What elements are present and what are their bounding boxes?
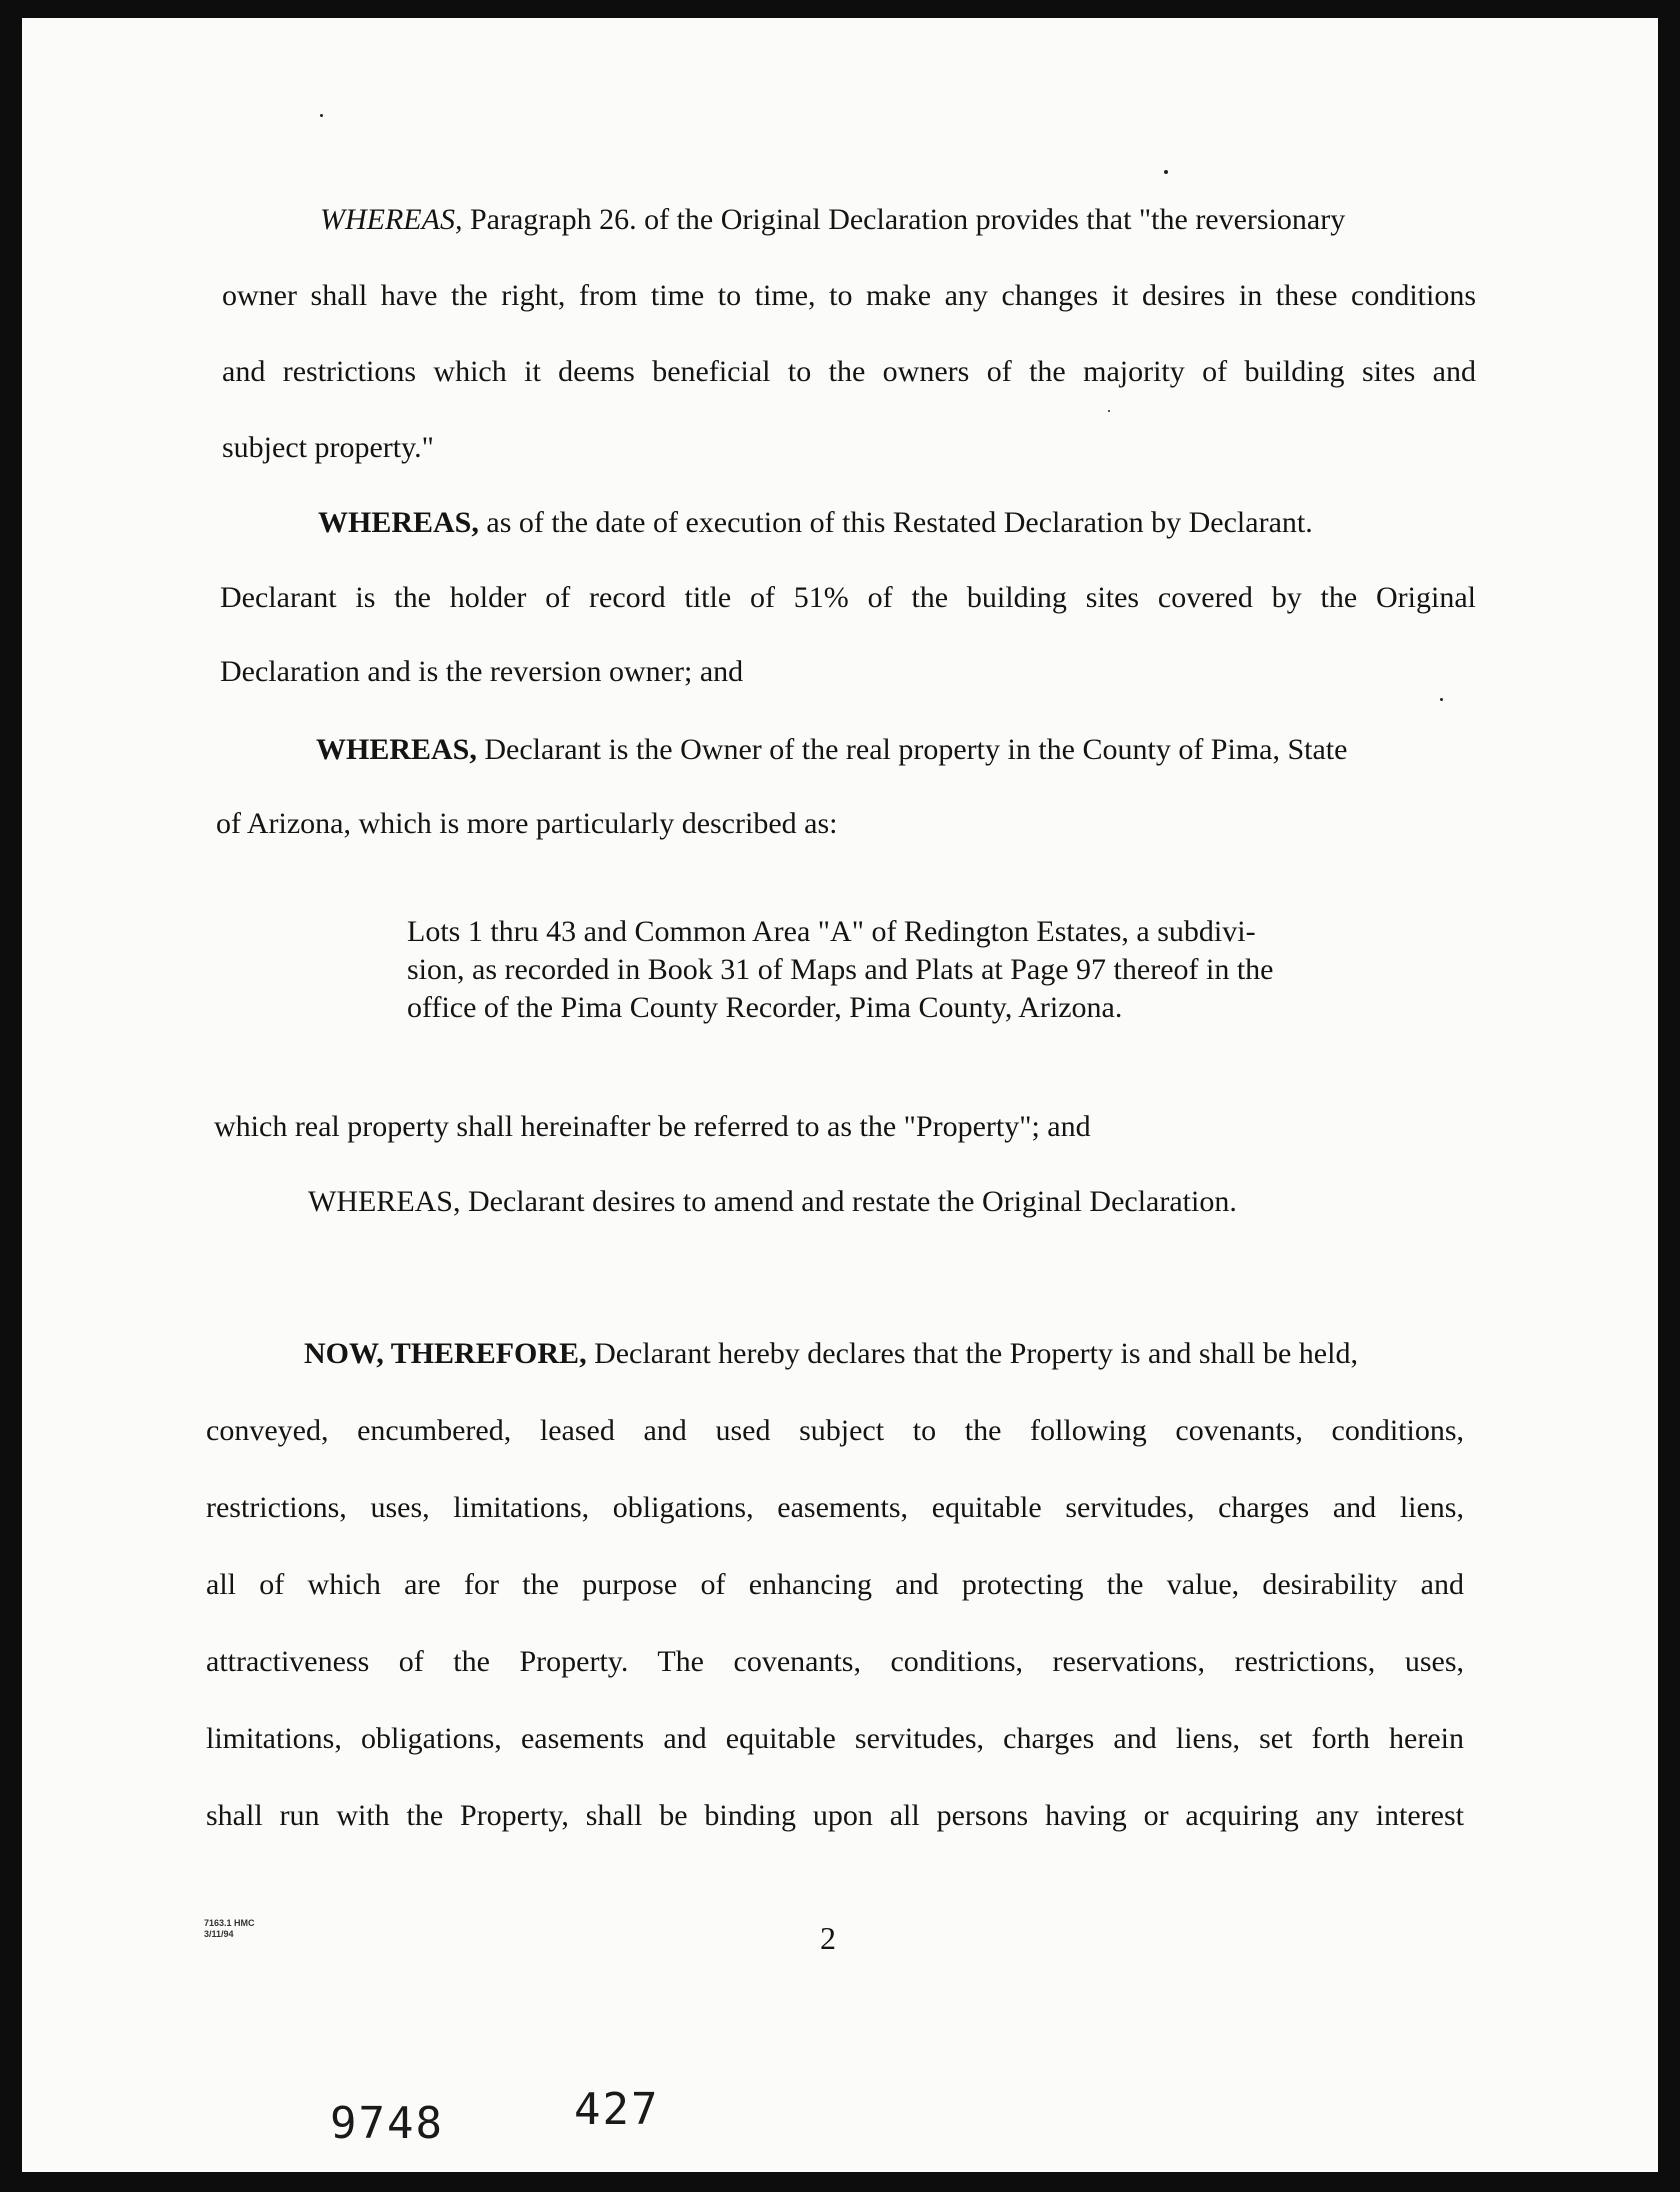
page-number-stamp: 427 <box>574 2084 660 2135</box>
paragraph-4-line-1-text: Declarant desires to amend and restate the Original Declaration. <box>468 1185 1237 1218</box>
paragraph-5-line-5: attractiveness of the Property. The covenants, conditions, reservations, restrictions, uses, <box>206 1645 1464 1678</box>
scan-speck <box>1108 410 1110 412</box>
paragraph-5-lead: NOW, THEREFORE, <box>304 1337 587 1370</box>
page-number: 2 <box>820 1920 836 1956</box>
paragraph-5-line-6: limitations, obligations, easements and equitable servitudes, charges and liens, set forth herein <box>206 1722 1464 1755</box>
paragraph-2-line-1-text: as of the date of execution of this Restated Declaration by Declarant. <box>486 506 1313 539</box>
docket-number-stamp: 9748 <box>330 2098 444 2149</box>
paragraph-5-line-3: restrictions, uses, limitations, obligations, easements, equitable servitudes, charges and liens, <box>206 1491 1464 1524</box>
legal-description <box>407 913 1379 1027</box>
paragraph-3-lead: WHEREAS, <box>316 733 477 766</box>
paragraph-3-line-1 <box>316 732 1476 768</box>
paragraph-5-line-1 <box>304 1336 1464 1372</box>
paragraph-1-line-1 <box>320 202 1476 238</box>
paragraph-4-line-1 <box>308 1184 1237 1220</box>
paragraph-2-lead: WHEREAS, <box>318 506 479 539</box>
scan-speck <box>320 114 323 117</box>
paragraph-2-line-2: Declarant is the holder of record title of 51% of the building sites covered by the Original <box>220 581 1476 614</box>
legal-description-line-3: office of the Pima County Recorder, Pima County, Arizona. <box>407 991 1123 1024</box>
document-code-line-2: 3/11/94 <box>204 1929 234 1939</box>
paragraph-3-line-1-text: Declarant is the Owner of the real property in the County of Pima, State <box>484 733 1348 766</box>
document-page <box>22 18 1658 2172</box>
paragraph-1-line-3: and restrictions which it deems beneficial to the owners of the majority of building sites and <box>222 355 1476 388</box>
scan-speck <box>1164 170 1168 174</box>
paragraph-5-line-2: conveyed, encumbered, leased and used subject to the following covenants, conditions, <box>206 1414 1464 1447</box>
scan-speck <box>1440 698 1443 701</box>
paragraph-1-lead: WHEREAS, <box>320 203 463 236</box>
property-definition-line: which real property shall hereinafter be referred to as the "Property"; and <box>214 1110 1091 1143</box>
document-code-line-1: 7163.1 HMC <box>204 1918 255 1928</box>
paragraph-5-line-4: all of which are for the purpose of enhancing and protecting the value, desirability and <box>206 1568 1464 1601</box>
paragraph-5-line-7: shall run with the Property, shall be binding upon all persons having or acquiring any interest <box>206 1799 1464 1832</box>
paragraph-1-line-2: owner shall have the right, from time to time, to make any changes it desires in these conditions <box>222 279 1476 312</box>
paragraph-5-line-1-text: Declarant hereby declares that the Property is and shall be held, <box>594 1337 1358 1370</box>
paragraph-4-lead: WHEREAS, <box>308 1185 461 1218</box>
document-code <box>204 1918 255 1940</box>
paragraph-1-line-4: subject property." <box>222 431 434 464</box>
legal-description-line-2: sion, as recorded in Book 31 of Maps and Plats at Page 97 thereof in the <box>407 953 1274 986</box>
paragraph-3-line-2: of Arizona, which is more particularly described as: <box>216 807 838 840</box>
legal-description-line-1: Lots 1 thru 43 and Common Area "A" of Redington Estates, a subdivi- <box>407 915 1256 948</box>
paragraph-2-line-3: Declaration and is the reversion owner; and <box>220 655 744 688</box>
paragraph-2-line-1 <box>318 505 1476 541</box>
paragraph-1-line-1-text: Paragraph 26. of the Original Declaration provides that "the reversionary <box>469 203 1346 236</box>
